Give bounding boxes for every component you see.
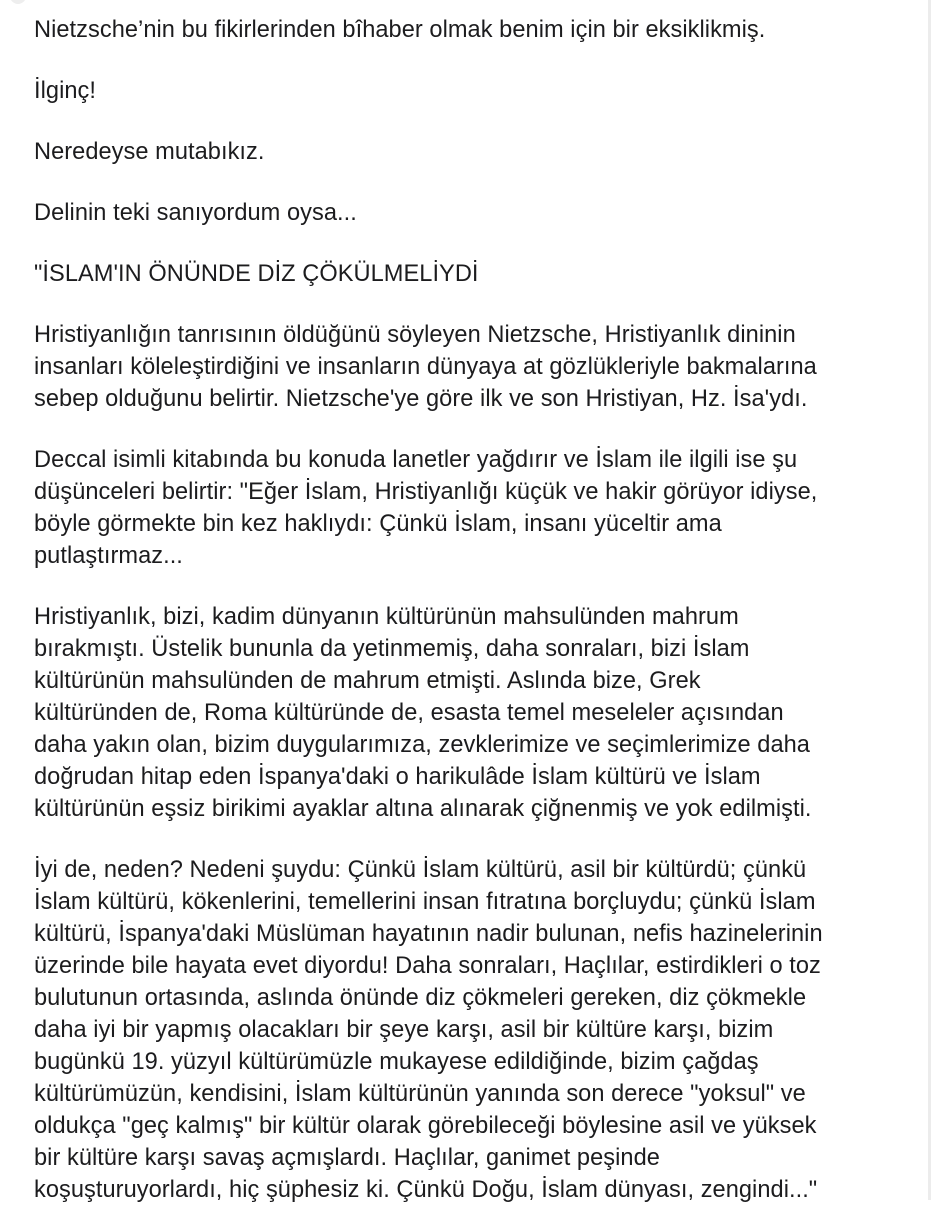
paragraph-islamic-culture: İyi de, neden? Nedeni şuydu: Çünkü İslam kültürü, asil bir kültürdü; çünkü İslam kültürü, kökenlerini, temellerini insan fıtratına borçluydu; çünkü İslam kültürü, İspanya'daki Müslüman hayatının nadir bulunan, nefis hazinelerinin üzerinde bile hayata evet diyordu! Daha sonraları, Haçlılar, estirdikleri o toz bulutunun ortasında, aslında önünde diz çökmeleri gereken, diz çökmekle daha iyi bir yapmış olacakları bir şeye karşı, asil bir kültüre karşı, bizim bugünkü 19. yüzyıl kültürümüzle mukayese edildiğinde, bizim çağdaş kültürümüzün, kendisini, İslam kültürünün yanında son derece "yoksul" ve oldukça "geç kalmış" bir kültür olarak görebileceği böylesine asil ve yüksek bir kültüre karşı savaş açmışlardı. Haçlılar, ganimet peşinde koşuşturuyorlardı, hiç şüphesiz ki. Çünkü Doğu, İslam dünyası, zengindi..." (34, 857, 823, 1203)
paragraph-ancient-culture: Hristiyanlık, bizi, kadim dünyanın kültürünün mahsulünden mahrum bırakmıştı. Üstelik bununla da yetinmemiş, daha sonraları, bizi İslam kültürünün mahsulünden de mahrum etmişti. Aslında bize, Grek kültüründen de, Roma kültüründe de, esasta temel meseleler açısından daha yakın olan, bizim duygularımıza, zevklerimize ve seçimlerimize daha doğrudan hitap eden İspanya'daki o harikulâde İslam kültürü ve İslam kültürünün eşsiz birikimi ayaklar altına alınarak çiğnenmiş ve yok edilmişti. (34, 604, 812, 822)
paragraph-interesting: İlginç! (34, 78, 96, 104)
paragraph-nietzsche-christianity: Hristiyanlığın tanrısının öldüğünü söyleyen Nietzsche, Hristiyanlık dininin insanları köleleştirdiğini ve insanların dünyaya at gözlükleriyle bakmalarına sebep olduğunu belirtir. Nietzsche'ye göre ilk ve son Hristiyan, Hz. İsa'ydı. (34, 322, 817, 412)
quote-heading: "İSLAM'IN ÖNÜNDE DİZ ÇÖKÜLMELİYDİ (34, 261, 479, 287)
paragraph-madman: Delinin teki sanıyordum oysa... (34, 200, 357, 226)
paragraph-antichrist: Deccal isimli kitabında bu konuda lanetler yağdırır ve İslam ile ilgili ise şu düşünceleri belirtir: "Eğer İslam, Hristiyanlığı küçük ve hakir görüyor idiyse, böyle görmekte bin kez haklıydı: Çünkü İslam, insanı yüceltir ama putlaştırmaz... (34, 447, 818, 569)
paragraph-intro: Nietzsche’nin bu fikirlerinden bîhaber olmak benim için bir eksiklikmiş. (34, 17, 766, 43)
paragraph-agreement: Neredeyse mutabıkız. (34, 139, 265, 165)
